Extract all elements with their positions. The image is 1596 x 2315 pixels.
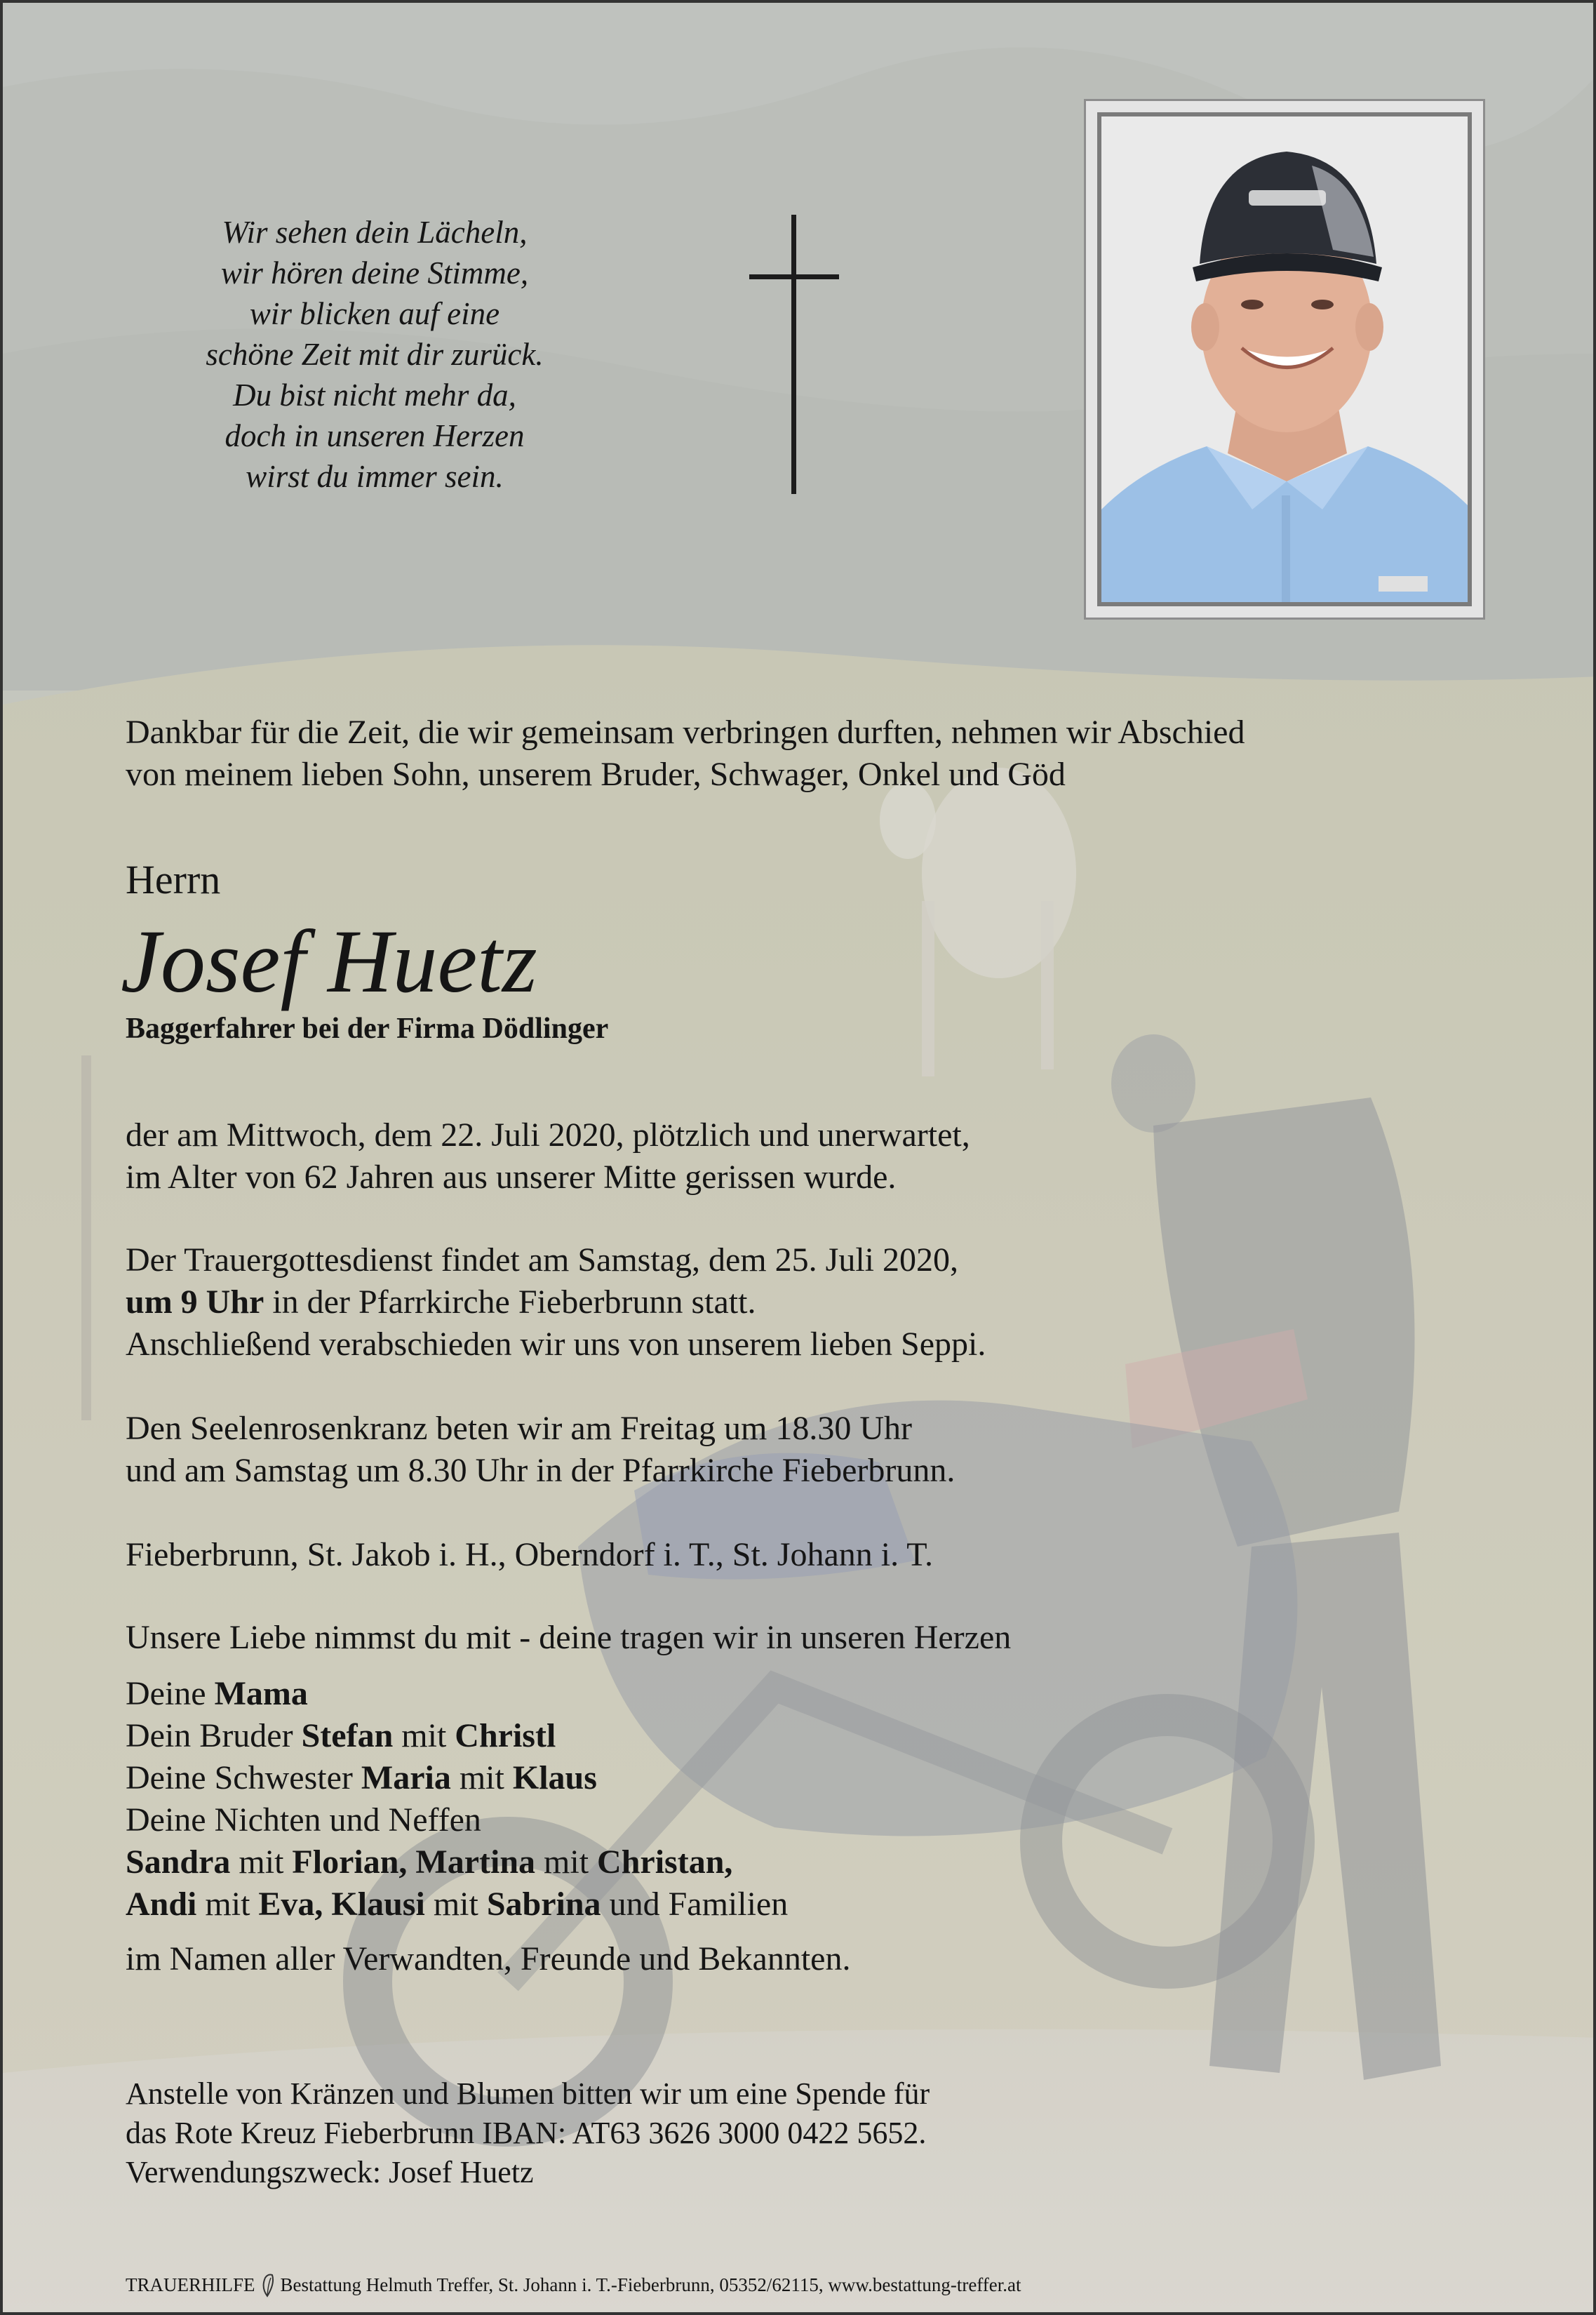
poem-line: wir blicken auf eine xyxy=(249,296,500,331)
poem xyxy=(143,212,606,497)
poem-line: Wir sehen dein Lächeln, xyxy=(222,215,528,250)
family-sister: Deine Schwester Maria mit Klaus xyxy=(126,1759,597,1796)
family-mama: Deine Mama xyxy=(126,1675,308,1712)
portrait-frame xyxy=(1084,99,1485,620)
rosary-line: Den Seelenrosenkranz beten wir am Freitag um 18.30 Uhr xyxy=(126,1410,912,1447)
service-time: um 9 Uhr xyxy=(126,1283,264,1321)
family-nieces-2: Andi mit Eva, Klausi mit Sabrina und Familien xyxy=(126,1886,789,1923)
salutation: Herrn xyxy=(126,857,221,902)
poem-line: wirst du immer sein. xyxy=(246,459,504,494)
donation-line: das Rote Kreuz Fieberbrunn IBAN: AT63 3626 3000 0422 5652. xyxy=(126,2116,927,2150)
donation-line: Verwendungszweck: Josef Huetz xyxy=(126,2155,534,2189)
family-nieces-1: Sandra mit Florian, Martina mit Christan, xyxy=(126,1843,733,1881)
poem-line: schöne Zeit mit dir zurück. xyxy=(206,337,544,372)
deceased-name: Josef Huetz xyxy=(121,912,537,1011)
intro-line: Dankbar für die Zeit, die wir gemeinsam verbringen durften, nehmen wir Abschied xyxy=(126,714,1245,751)
love-line: Unsere Liebe nimmst du mit - deine tragen wir in unseren Herzen xyxy=(126,1619,1012,1656)
poem-line: Du bist nicht mehr da, xyxy=(233,378,516,413)
service-line: Anschließend verabschieden wir uns von unserem lieben Seppi. xyxy=(126,1326,986,1363)
donation-line: Anstelle von Kränzen und Blumen bitten wir um eine Spende für xyxy=(126,2076,930,2111)
service-place: in der Pfarrkirche Fieberbrunn statt. xyxy=(264,1283,756,1321)
family-closing: im Namen aller Verwandten, Freunde und Bekannten. xyxy=(126,1940,851,1977)
footer xyxy=(126,2272,1021,2297)
service-line: Der Trauergottesdienst findet am Samstag, dem 25. Juli 2020, xyxy=(126,1241,958,1279)
occupation: Baggerfahrer bei der Firma Dödlinger xyxy=(126,1013,609,1045)
places: Fieberbrunn, St. Jakob i. H., Oberndorf i. T., St. Johann i. T. xyxy=(126,1536,934,1573)
footer-text: Bestattung Helmuth Treffer, St. Johann i. T.-Fieberbrunn, 05352/62115, www.bestattung-treffer.at xyxy=(280,2274,1021,2295)
portrait-photo xyxy=(1097,112,1472,606)
death-line: der am Mittwoch, dem 22. Juli 2020, plötzlich und unerwartet, xyxy=(126,1116,970,1154)
poem-line: doch in unseren Herzen xyxy=(224,418,525,453)
family-brother: Dein Bruder Stefan mit Christl xyxy=(126,1717,556,1754)
footer-brand: TRAUERHILFE xyxy=(126,2274,255,2295)
service-time-line xyxy=(126,1281,756,1323)
leaf-logo-icon xyxy=(258,2272,276,2297)
portrait-illustration xyxy=(1101,116,1472,606)
family-nieces-label: Deine Nichten und Neffen xyxy=(126,1801,481,1839)
poem-line: wir hören deine Stimme, xyxy=(220,255,529,291)
rosary-line: und am Samstag um 8.30 Uhr in der Pfarrkirche Fieberbrunn. xyxy=(126,1452,955,1489)
intro-line: von meinem lieben Sohn, unserem Bruder, Schwager, Onkel und Göd xyxy=(126,756,1066,793)
death-line: im Alter von 62 Jahren aus unserer Mitte gerissen wurde. xyxy=(126,1159,897,1196)
